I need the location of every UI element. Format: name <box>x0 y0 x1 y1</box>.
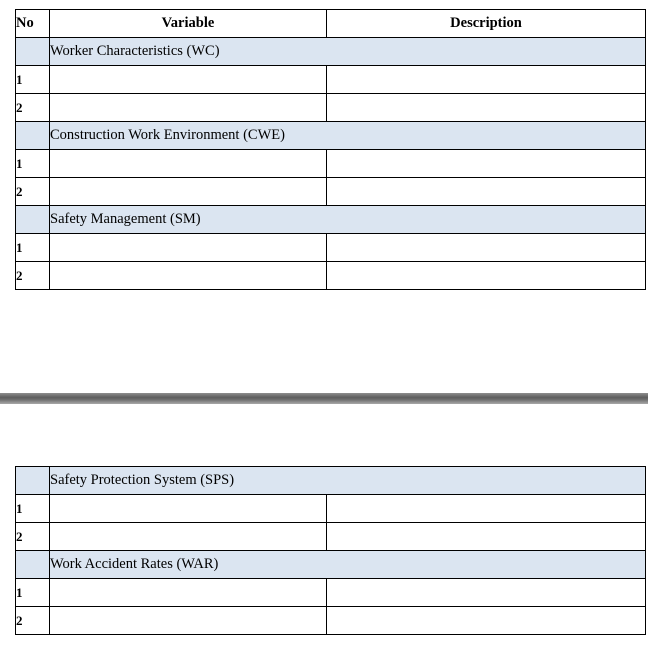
column-header-variable: Variable <box>50 10 327 38</box>
section-label-wc: Worker Characteristics (WC) <box>50 38 646 66</box>
variables-table-page-2 <box>15 466 646 635</box>
section-label-war: Work Accident Rates (WAR) <box>50 551 646 579</box>
description-cell[interactable] <box>327 495 646 523</box>
description-cell[interactable] <box>327 234 646 262</box>
section-row-sps <box>16 467 646 495</box>
row-number: 1 <box>16 150 50 178</box>
variable-cell[interactable] <box>50 178 327 206</box>
row-number: 2 <box>16 178 50 206</box>
row-number: 1 <box>16 495 50 523</box>
column-header-description: Description <box>327 10 646 38</box>
section-row-cwe <box>16 122 646 150</box>
variable-cell[interactable] <box>50 262 327 290</box>
row-number: 1 <box>16 66 50 94</box>
section-cell-blank <box>16 38 50 66</box>
variable-cell[interactable] <box>50 94 327 122</box>
section-cell-blank <box>16 551 50 579</box>
description-cell[interactable] <box>327 523 646 551</box>
table-row <box>16 178 646 206</box>
description-cell[interactable] <box>327 94 646 122</box>
table-row <box>16 150 646 178</box>
section-label-cwe: Construction Work Environment (CWE) <box>50 122 646 150</box>
column-header-no: No <box>16 10 50 38</box>
description-cell[interactable] <box>327 178 646 206</box>
row-number: 2 <box>16 94 50 122</box>
table-row <box>16 234 646 262</box>
row-number: 2 <box>16 607 50 635</box>
description-cell[interactable] <box>327 262 646 290</box>
section-label-sm: Safety Management (SM) <box>50 206 646 234</box>
header-row <box>16 10 646 38</box>
description-cell[interactable] <box>327 579 646 607</box>
variable-cell[interactable] <box>50 495 327 523</box>
variable-cell[interactable] <box>50 607 327 635</box>
row-number: 1 <box>16 579 50 607</box>
section-label-sps: Safety Protection System (SPS) <box>50 467 646 495</box>
section-cell-blank <box>16 206 50 234</box>
section-row-wc <box>16 38 646 66</box>
section-row-sm <box>16 206 646 234</box>
variable-cell[interactable] <box>50 66 327 94</box>
page-break-separator <box>0 393 648 404</box>
section-row-war <box>16 551 646 579</box>
section-cell-blank <box>16 122 50 150</box>
section-cell-blank <box>16 467 50 495</box>
table-row <box>16 262 646 290</box>
table-row <box>16 607 646 635</box>
description-cell[interactable] <box>327 607 646 635</box>
row-number: 2 <box>16 523 50 551</box>
table-row <box>16 94 646 122</box>
table-row <box>16 523 646 551</box>
table-row <box>16 66 646 94</box>
variables-table-page-1 <box>15 9 646 290</box>
row-number: 2 <box>16 262 50 290</box>
variable-cell[interactable] <box>50 150 327 178</box>
table-row <box>16 495 646 523</box>
row-number: 1 <box>16 234 50 262</box>
variable-cell[interactable] <box>50 523 327 551</box>
description-cell[interactable] <box>327 150 646 178</box>
description-cell[interactable] <box>327 66 646 94</box>
table-row <box>16 579 646 607</box>
variable-cell[interactable] <box>50 234 327 262</box>
variable-cell[interactable] <box>50 579 327 607</box>
